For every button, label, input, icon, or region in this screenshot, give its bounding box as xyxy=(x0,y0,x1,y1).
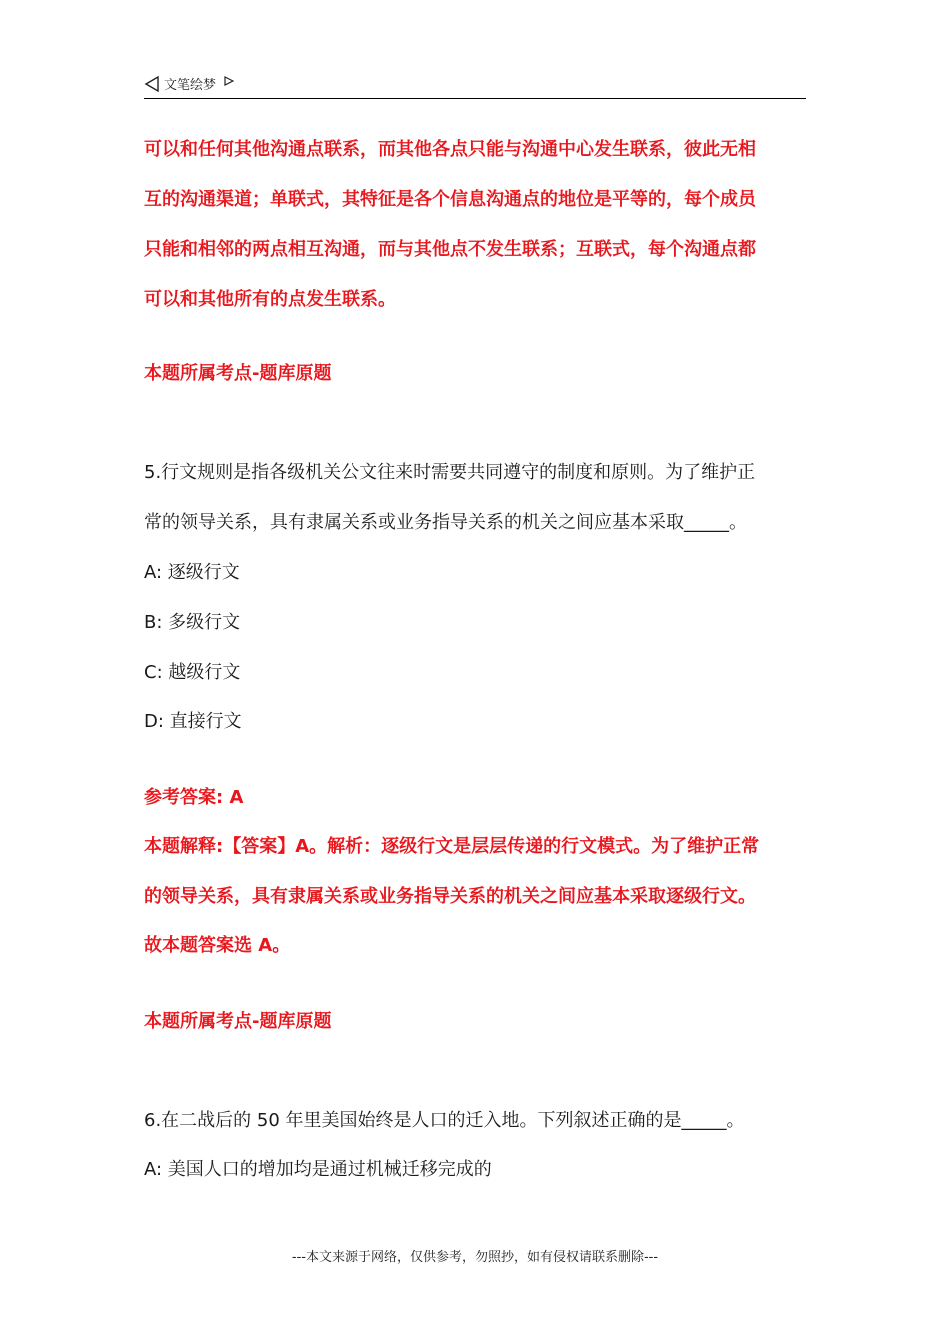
q5-explanation-line-2: 的领导关系，具有隶属关系或业务指导关系的机关之间应基本采取逐级行文。 xyxy=(144,886,756,907)
q5-option-b: B: 多级行文 xyxy=(144,612,241,633)
right-triangle-icon xyxy=(224,76,234,86)
page-footer: ---本文来源于网络，仅供参考，勿照抄，如有侵权请联系删除--- xyxy=(291,1250,659,1265)
q6-question: 6.在二战后的 50 年里美国始终是人口的迁入地。下列叙述正确的是_____。 xyxy=(144,1110,745,1131)
prev-explanation-line-3: 只能和相邻的两点相互沟通，而与其他点不发生联系；互联式，每个沟通点都 xyxy=(144,239,756,260)
q5-answer: 参考答案: A xyxy=(144,787,244,808)
q5-explanation-line-1: 本题解释:【答案】A。解析：逐级行文是层层传递的行文模式。为了维护正常 xyxy=(144,836,760,857)
q5-explanation-line-3: 故本题答案选 A。 xyxy=(144,935,291,956)
q6-option-a: A: 美国人口的增加均是通过机械迁移完成的 xyxy=(144,1159,492,1180)
header-brand xyxy=(144,74,234,93)
prev-explanation-line-1: 可以和任何其他沟通点联系，而其他各点只能与沟通中心发生联系，彼此无相 xyxy=(144,139,756,160)
q5-question-line-2: 常的领导关系，具有隶属关系或业务指导关系的机关之间应基本采取_____。 xyxy=(144,512,747,533)
prev-explanation-line-4: 可以和其他所有的点发生联系。 xyxy=(144,289,396,310)
prev-explanation-line-2: 互的沟通渠道；单联式，其特征是各个信息沟通点的地位是平等的，每个成员 xyxy=(144,189,756,210)
left-triangle-icon xyxy=(144,76,160,92)
q5-question-line-1: 5.行文规则是指各级机关公文往来时需要共同遵守的制度和原则。为了维护正 xyxy=(144,462,756,483)
q5-option-a: A: 逐级行文 xyxy=(144,562,240,583)
header-title: 文笔绘梦 xyxy=(164,78,217,93)
prev-source: 本题所属考点-题库原题 xyxy=(144,363,332,384)
q5-source: 本题所属考点-题库原题 xyxy=(144,1011,332,1032)
q5-option-c: C: 越级行文 xyxy=(144,662,241,683)
page-header xyxy=(144,72,806,99)
q5-option-d: D: 直接行文 xyxy=(144,711,242,732)
